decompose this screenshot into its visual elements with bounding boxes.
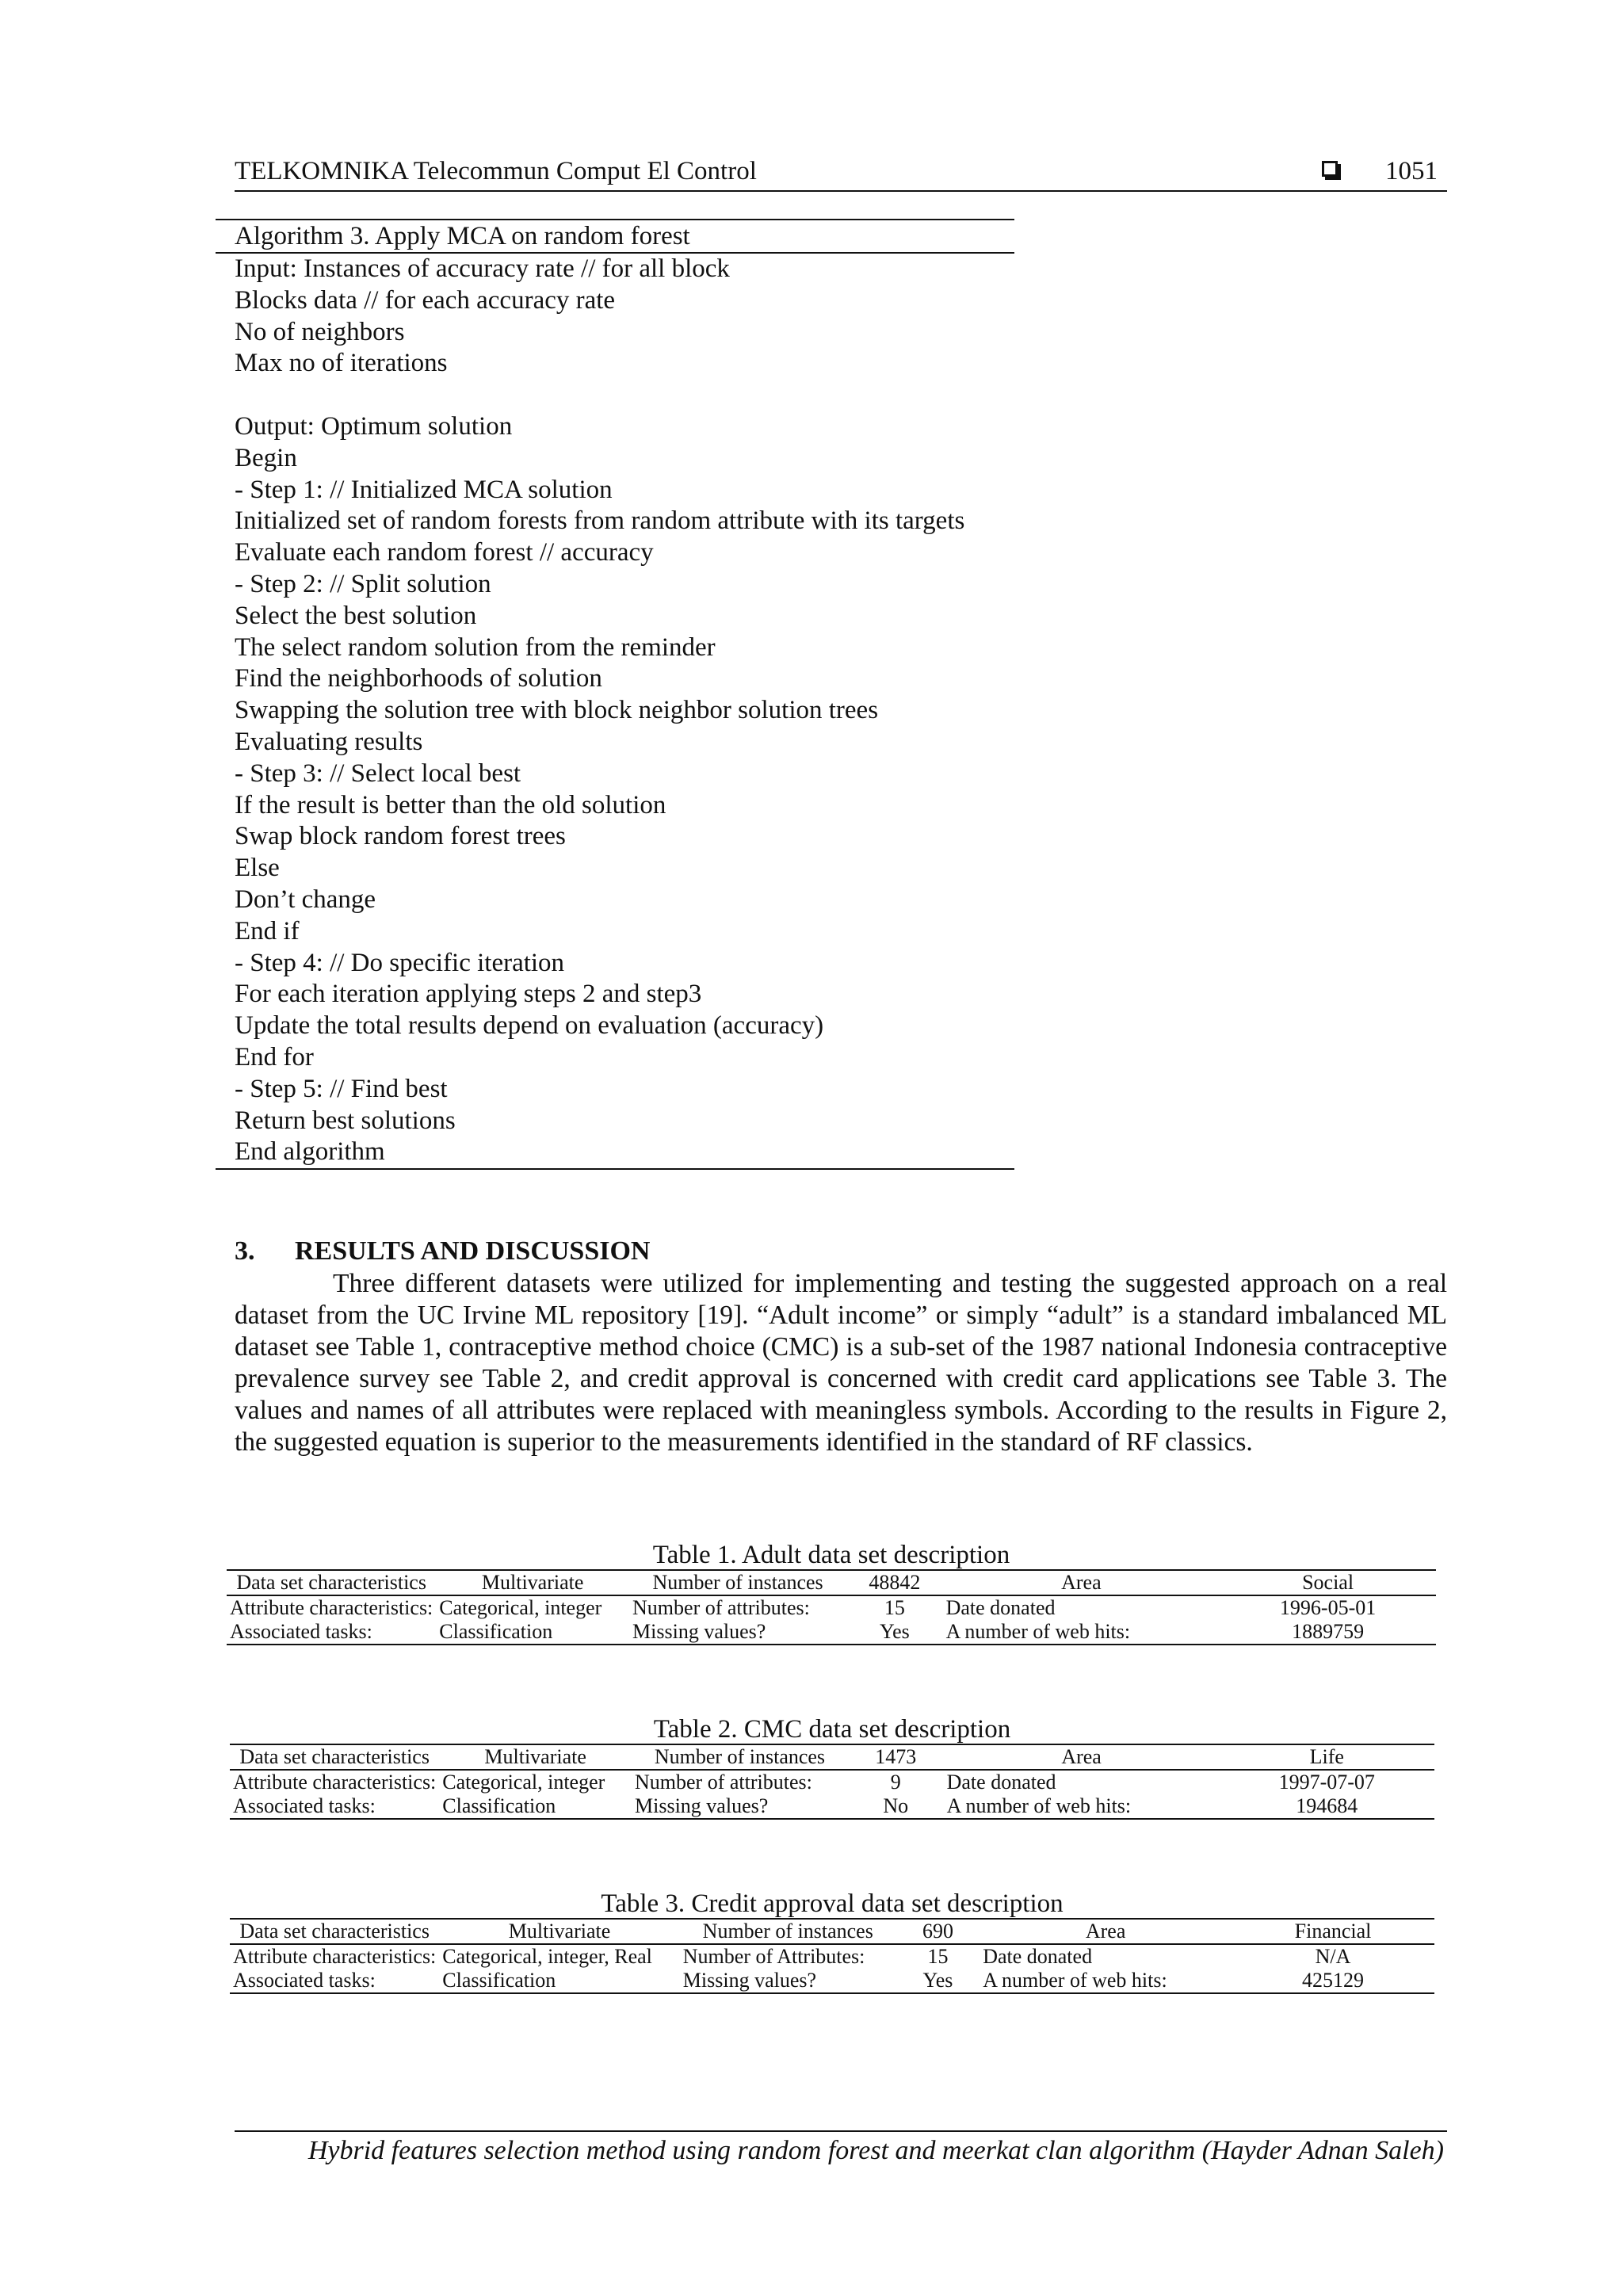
algorithm-line: - Step 3: // Select local best — [235, 758, 521, 788]
table-cell: Date donated — [983, 1945, 1093, 1968]
table-cell: Yes — [846, 1620, 942, 1645]
algorithm-line: Find the neighborhoods of solution — [235, 664, 602, 693]
data-table — [230, 1744, 1434, 1820]
table-1 — [227, 1541, 1436, 1645]
table-row — [230, 1969, 1434, 1993]
algorithm-line: Return best solutions — [235, 1106, 456, 1135]
table-cell: N/A — [1315, 1945, 1351, 1968]
table-cell: Data set characteristics — [227, 1570, 436, 1595]
table-cell: A number of web hits: — [980, 1969, 1232, 1993]
table-cell: Classification — [439, 1969, 679, 1993]
table-cell: Categorical, integer — [439, 1596, 602, 1619]
table-cell: Area — [943, 1570, 1220, 1595]
algorithm-line: Max no of iterations — [235, 349, 448, 378]
algorithm-caption: Algorithm 3. Apply MCA on random forest — [235, 222, 690, 250]
table-cell: Associated tasks: — [230, 1969, 439, 1993]
table-cell: Area — [944, 1744, 1220, 1770]
table-3 — [230, 1889, 1434, 1994]
page-footer: Hybrid features selection method using random forest and meerkat clan algorithm (Hayder Adnan Saleh) — [307, 2136, 1444, 2165]
table-cell: 194684 — [1220, 1794, 1434, 1819]
table-row — [230, 1744, 1434, 1770]
table-cell: Number of instances — [632, 1744, 848, 1770]
algorithm-line: Else — [235, 854, 280, 883]
algorithm-line: The select random solution from the reminder — [235, 632, 716, 662]
table-cell: Date donated — [946, 1771, 1056, 1794]
algorithm-line: Output: Optimum solution — [235, 411, 513, 441]
algorithm-line: Select the best solution — [235, 601, 477, 630]
table-cell: Categorical, integer, Real — [442, 1945, 652, 1968]
table-cell: Life — [1220, 1744, 1434, 1770]
section-heading — [235, 1235, 650, 1268]
table-cell: 1889759 — [1220, 1620, 1436, 1645]
table-cell: Attribute characteristics: — [233, 1945, 437, 1968]
square-bullet-icon — [1322, 161, 1338, 177]
algorithm-line: Evaluating results — [235, 727, 423, 756]
algorithm-blank-line — [216, 380, 1014, 411]
algorithm-line: Update the total results depend on evaluation (accuracy) — [235, 1011, 824, 1041]
algorithm-line: Blocks data // for each accuracy rate — [235, 285, 616, 315]
table-cell: A number of web hits: — [943, 1620, 1220, 1645]
algorithm-line: Don’t change — [235, 884, 376, 914]
table-cell: Classification — [436, 1620, 629, 1645]
footer-rule — [235, 2130, 1447, 2132]
table-cell: Number of instances — [629, 1570, 846, 1595]
table-cell: Categorical, integer — [442, 1771, 605, 1794]
algorithm-line: - Step 1: // Initialized MCA solution — [235, 475, 613, 504]
table-cell: 1997-07-07 — [1278, 1771, 1375, 1794]
table-cell: Classification — [439, 1794, 632, 1819]
journal-name: TELKOMNIKA Telecommun Comput El Control — [235, 157, 757, 185]
table-row — [227, 1620, 1436, 1645]
table-cell: Data set characteristics — [230, 1919, 439, 1944]
table-cell: A number of web hits: — [944, 1794, 1220, 1819]
section-title: RESULTS AND DISCUSSION — [295, 1236, 651, 1266]
algorithm-line: Initialized set of random forests from random attribute with its targets — [235, 506, 965, 536]
algorithm-line: Evaluate each random forest // accuracy — [235, 538, 654, 567]
algorithm-line: For each iteration applying steps 2 and step3 — [235, 980, 702, 1009]
table-cell: Multivariate — [439, 1744, 632, 1770]
table-cell: Missing values? — [680, 1969, 896, 1993]
algorithm-line: No of neighbors — [235, 317, 405, 346]
table-row — [227, 1595, 1436, 1620]
algorithm-line: Input: Instances of accuracy rate // for all block — [235, 254, 730, 283]
table-cell: 690 — [896, 1919, 980, 1944]
algorithm-bottom-rule — [216, 1168, 1014, 1170]
algorithm-line: If the result is better than the old solution — [235, 790, 666, 819]
table-row — [227, 1570, 1436, 1595]
table-cell: Multivariate — [436, 1570, 629, 1595]
table-cell: 1996-05-01 — [1279, 1596, 1377, 1619]
table-cell: Missing values? — [629, 1620, 846, 1645]
data-table — [227, 1569, 1436, 1645]
table-cell: Multivariate — [439, 1919, 679, 1944]
table-cell: Social — [1220, 1570, 1436, 1595]
table-cell: 9 — [890, 1771, 901, 1794]
table-row — [230, 1944, 1434, 1969]
algorithm-line: End algorithm — [235, 1137, 385, 1167]
algorithm-line: - Step 5: // Find best — [235, 1074, 448, 1103]
table-cell: Number of Attributes: — [682, 1945, 865, 1968]
table-2 — [230, 1715, 1434, 1820]
table-cell: Attribute characteristics: — [233, 1771, 437, 1794]
table-row — [230, 1919, 1434, 1944]
table-cell: 1473 — [848, 1744, 944, 1770]
table-cell: 425129 — [1232, 1969, 1434, 1993]
table-caption: Table 1. Adult data set description — [652, 1541, 1010, 1569]
table-cell: 15 — [927, 1945, 949, 1968]
algorithm-lines — [216, 254, 1014, 1168]
algorithm-line: - Step 2: // Split solution — [235, 569, 491, 598]
table-cell: Area — [980, 1919, 1232, 1944]
table-cell: Number of attributes: — [635, 1771, 812, 1794]
table-caption: Table 2. CMC data set description — [653, 1715, 1011, 1744]
table-row — [230, 1794, 1434, 1819]
table-row — [230, 1770, 1434, 1794]
data-table — [230, 1918, 1434, 1994]
algorithm-line: Swapping the solution tree with block neighbor solution trees — [235, 696, 879, 725]
table-cell: Missing values? — [632, 1794, 848, 1819]
table-cell: Associated tasks: — [227, 1620, 436, 1645]
section-number: 3. — [235, 1236, 255, 1266]
algorithm-line: End if — [235, 916, 300, 946]
table-cell: Financial — [1232, 1919, 1434, 1944]
table-cell: Attribute characteristics: — [230, 1596, 433, 1619]
table-caption: Table 3. Credit approval data set description — [601, 1889, 1064, 1918]
table-cell: Number of instances — [680, 1919, 896, 1944]
table-cell: Associated tasks: — [230, 1794, 439, 1819]
table-cell: Yes — [896, 1969, 980, 1993]
table-cell: 48842 — [846, 1570, 942, 1595]
header-rule — [235, 190, 1447, 192]
algorithm-line: Swap block random forest trees — [235, 822, 566, 851]
paragraph-text: Three different datasets were utilized for implementing and testing the suggested approach on a real dataset from the UC Irvine ML repository [19]. “Adult income” or simply “adult” is a standard imbalanced ML dataset see Table 1, contraceptive method choice (CMC) is a sub-set of the 1987 national Indonesia contraceptive prevalence survey see Table 2, and credit approval is concerned with credit card applications see Table 3. The values and names of all attributes were replaced with meaningless symbols. According to the results in Figure 2, the suggested equation is superior to the measurements identified in the standard of RF classics. — [235, 1269, 1447, 1457]
table-cell: Number of attributes: — [632, 1596, 810, 1619]
table-cell: 15 — [884, 1596, 905, 1619]
algorithm-line: - Step 4: // Do specific iteration — [235, 948, 565, 977]
algorithm-line: Begin — [235, 443, 297, 472]
body-paragraph — [235, 1268, 1447, 1458]
algorithm-block — [216, 219, 1014, 1170]
table-cell: Date donated — [945, 1596, 1056, 1619]
algorithm-line: End for — [235, 1042, 314, 1072]
table-cell: Data set characteristics — [230, 1744, 439, 1770]
table-cell: No — [848, 1794, 944, 1819]
page-number: 1051 — [1385, 157, 1438, 185]
